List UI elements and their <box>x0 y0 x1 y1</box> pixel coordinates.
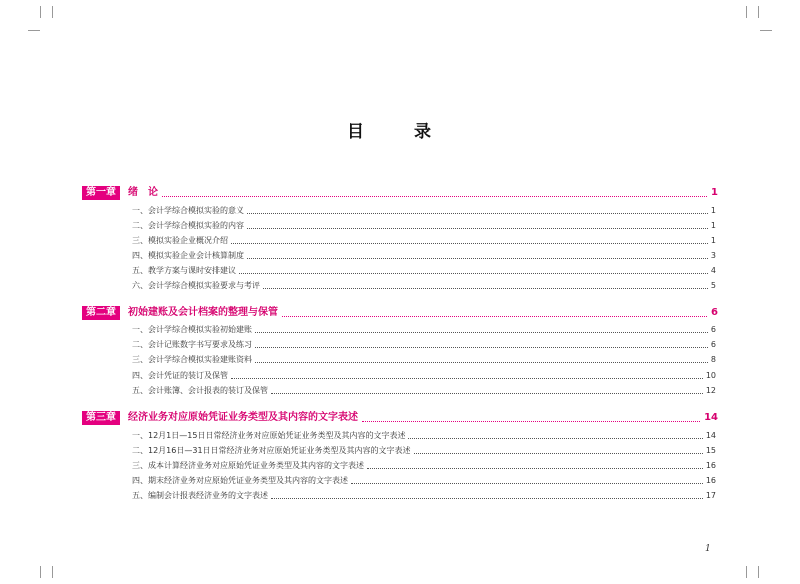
toc-item[interactable] <box>132 322 716 335</box>
toc-item[interactable] <box>132 352 716 365</box>
toc-item-page: 1 <box>710 221 716 230</box>
crop-mark <box>52 6 53 18</box>
toc-title: 目 录 <box>347 122 453 142</box>
dot-leader <box>231 378 703 379</box>
toc-item[interactable] <box>132 428 716 441</box>
toc-item[interactable] <box>132 488 716 501</box>
toc-item-title: 四、期末经济业务对应原始凭证业务类型及其内容的文字表述 <box>132 476 348 485</box>
crop-mark <box>40 6 41 18</box>
toc-item-page: 5 <box>710 281 716 290</box>
toc-item-page: 12 <box>705 386 716 395</box>
toc-item-title: 五、会计账簿、会计报表的装订及保管 <box>132 386 268 395</box>
toc-item[interactable] <box>132 383 716 396</box>
toc-item-title: 二、12月16日—31日日常经济业务对应原始凭证业务类型及其内容的文字表述 <box>132 446 411 455</box>
toc-item-title: 三、成本计算经济业务对应原始凭证业务类型及其内容的文字表述 <box>132 461 364 470</box>
toc-item-page: 16 <box>705 476 716 485</box>
toc-item-title: 二、会计学综合模拟实验的内容 <box>132 221 244 230</box>
toc-item-page: 16 <box>705 461 716 470</box>
toc-item-page: 10 <box>705 371 716 380</box>
crop-mark <box>746 6 747 18</box>
chapter-title: 初始建账及会计档案的整理与保管 <box>128 307 278 318</box>
crop-mark <box>52 566 53 578</box>
toc-item[interactable] <box>132 233 716 246</box>
toc-item-page: 15 <box>705 446 716 455</box>
toc-item-page: 3 <box>710 251 716 260</box>
toc-item[interactable] <box>132 337 716 350</box>
chapter-page: 6 <box>711 307 718 318</box>
toc-item-title: 三、模拟实验企业概况介绍 <box>132 236 228 245</box>
dot-leader <box>247 228 708 229</box>
dot-leader <box>255 332 708 333</box>
toc-item-title: 六、会计学综合模拟实验要求与考评 <box>132 281 260 290</box>
dot-leader <box>247 213 708 214</box>
toc-item-page: 6 <box>710 340 716 349</box>
dot-leader <box>239 273 708 274</box>
dot-leader <box>255 362 708 363</box>
chapter-1-heading[interactable] <box>82 184 718 200</box>
toc-item[interactable] <box>132 368 716 381</box>
dot-leader <box>231 243 708 244</box>
toc-item[interactable] <box>132 473 716 486</box>
toc-item[interactable] <box>132 263 716 276</box>
dot-leader <box>351 483 703 484</box>
toc-item-page: 17 <box>705 491 716 500</box>
dot-leader <box>362 421 700 422</box>
crop-mark <box>28 30 40 31</box>
dot-leader <box>247 258 708 259</box>
dot-leader <box>162 196 707 197</box>
chapter-label: 第三章 <box>82 411 120 425</box>
chapter-title: 经济业务对应原始凭证业务类型及其内容的文字表述 <box>128 412 358 423</box>
toc-item-page: 14 <box>705 431 716 440</box>
toc-item[interactable] <box>132 458 716 471</box>
crop-mark <box>40 566 41 578</box>
page-number: 1 <box>705 544 711 554</box>
toc-item-title: 三、会计学综合模拟实验建账资料 <box>132 355 252 364</box>
chapter-label: 第一章 <box>82 186 120 200</box>
toc-item-page: 1 <box>710 236 716 245</box>
crop-mark <box>758 6 759 18</box>
crop-mark <box>760 30 772 31</box>
toc-item[interactable] <box>132 248 716 261</box>
toc-item[interactable] <box>132 218 716 231</box>
toc-item[interactable] <box>132 443 716 456</box>
toc-item[interactable] <box>132 203 716 216</box>
crop-mark <box>746 566 747 578</box>
dot-leader <box>271 393 703 394</box>
toc-item-title: 四、模拟实验企业会计核算制度 <box>132 251 244 260</box>
dot-leader <box>408 438 702 439</box>
crop-mark <box>758 566 759 578</box>
toc-item-title: 四、会计凭证的装订及保管 <box>132 371 228 380</box>
toc-item-title: 一、会计学综合模拟实验的意义 <box>132 206 244 215</box>
toc-item-page: 1 <box>710 206 716 215</box>
toc-item-page: 8 <box>710 355 716 364</box>
toc-item-title: 一、会计学综合模拟实验初始建账 <box>132 325 252 334</box>
chapter-3-heading[interactable] <box>82 409 718 425</box>
toc-item-title: 五、教学方案与课时安排建议 <box>132 266 236 275</box>
chapter-2-heading[interactable] <box>82 304 718 320</box>
chapter-page: 1 <box>711 187 718 198</box>
chapter-label: 第二章 <box>82 306 120 320</box>
dot-leader <box>282 316 707 317</box>
chapter-title: 绪 论 <box>128 187 158 198</box>
toc-item-title: 五、编制会计报表经济业务的文字表述 <box>132 491 268 500</box>
toc-item-page: 4 <box>710 266 716 275</box>
dot-leader <box>255 347 708 348</box>
toc-item[interactable] <box>132 278 716 291</box>
dot-leader <box>271 498 703 499</box>
chapter-page: 14 <box>704 412 718 423</box>
toc-item-page: 6 <box>710 325 716 334</box>
dot-leader <box>414 453 703 454</box>
dot-leader <box>263 288 708 289</box>
dot-leader <box>367 468 703 469</box>
toc-item-title: 一、12月1日—15日日常经济业务对应原始凭证业务类型及其内容的文字表述 <box>132 431 406 440</box>
toc-item-title: 二、会计记账数字书写要求及练习 <box>132 340 252 349</box>
